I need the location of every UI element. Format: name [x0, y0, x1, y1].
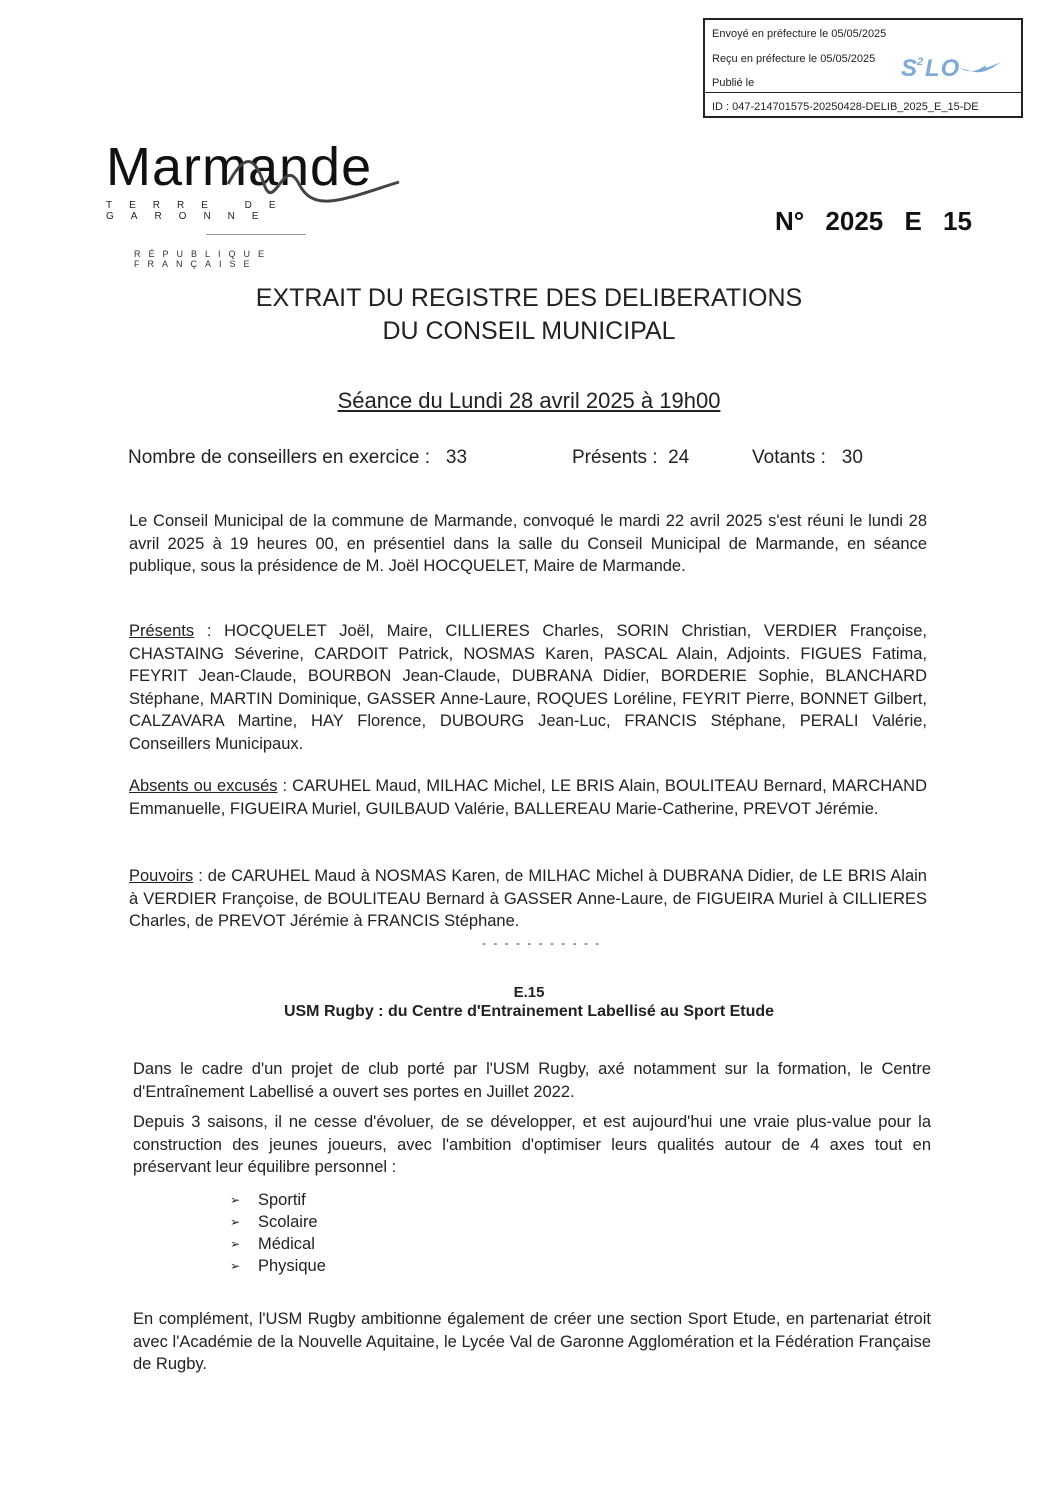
absents-paragraph	[129, 775, 927, 820]
stamp-id: ID : 047-214701575-20250428-DELIB_2025_E_15-DE	[712, 101, 979, 113]
stamp-publie: Publié le	[712, 77, 755, 89]
seance-heading: Séance du Lundi 28 avril 2025 à 19h00	[337, 388, 721, 413]
absents-list: : CARUHEL Maud, MILHAC Michel, LE BRIS Alain, BOULITEAU Bernard, MARCHAND Emmanuelle, FIGUEIRA Muriel, GUILBAUD Valérie, BALLEREAU Marie-Catherine, PREVOT Jérémie.	[129, 777, 928, 818]
votants-label: Votants :	[752, 447, 826, 468]
stamp-recu: Reçu en préfecture le 05/05/2025	[712, 53, 876, 65]
logo-name: Marmande	[106, 137, 373, 197]
marmande-logo	[106, 138, 406, 269]
deliberation-code: E.15	[513, 984, 545, 1001]
deliberation-subject: USM Rugby : du Centre d'Entrainement Labellisé au Sport Etude	[283, 1003, 775, 1020]
arrow-bullet-icon: ➢	[230, 1237, 241, 1251]
svg-text:S: S	[901, 55, 919, 82]
pouvoirs-list: : de CARUHEL Maud à NOSMAS Karen, de MILHAC Michel à DUBRANA Didier, de LE BRIS Alain à VERDIER Françoise, de BOULITEAU Bernard à GASSER Anne-Laure, de FIGUEIRA Muriel à CILLIERES Charles, de PREVOT Jérémie à FRANCIS Stéphane.	[129, 867, 927, 930]
arrow-bullet-icon: ➢	[230, 1259, 241, 1273]
presents-value: 24	[668, 447, 690, 468]
document-title	[0, 282, 1058, 348]
intro-paragraph: Le Conseil Municipal de la commune de Marmande, convoqué le mardi 22 avril 2025 s'est réuni le lundi 28 avril 2025 à 19 heures 00, en présentiel dans la salle du Conseil Municipal de Marmande, en séance publique, sous la présidence de M. Joël HOCQUELET, Maire de Marmande.	[129, 512, 927, 575]
exercice-label: Nombre de conseillers en exercice :	[128, 447, 431, 468]
arrow-bullet-icon: ➢	[230, 1215, 241, 1229]
axes-list	[230, 1189, 326, 1277]
list-item	[230, 1211, 326, 1233]
title-line-2: DU CONSEIL MUNICIPAL	[382, 317, 676, 345]
exercice-value: 33	[445, 447, 468, 468]
prefecture-stamp	[703, 18, 1023, 118]
logo-divider	[206, 234, 306, 235]
axis-label: Scolaire	[258, 1213, 318, 1231]
list-item	[230, 1255, 326, 1277]
list-item	[230, 1189, 326, 1211]
axis-label: Sportif	[258, 1191, 306, 1209]
absents-label-heading: Absents ou excusés	[129, 777, 278, 795]
arrow-bullet-icon: ➢	[230, 1193, 241, 1207]
axis-label: Médical	[258, 1235, 315, 1253]
presents-list: : HOCQUELET Joël, Maire, CILLIERES Charles, SORIN Christian, VERDIER Françoise, CHASTAING Séverine, CARDOIT Patrick, NOSMAS Karen, PASCAL Alain, Adjoints. FIGUES Fatima, FEYRIT Jean-Claude, BOURBON Jean-Claude, DUBRANA Didier, BORDERIE Sophie, BLANCHARD Stéphane, MARTIN Dominique, GASSER Anne-Laure, ROQUES Loréline, FEYRIT Pierre, BONNET Gilbert, CALZAVARA Martine, HAY Florence, DUBOURG Jean-Luc, FRANCIS Stéphane, PERALI Valérie, Conseillers Municipaux.	[129, 622, 927, 753]
title-line-1: EXTRAIT DU REGISTRE DES DELIBERATIONS	[255, 284, 803, 312]
body-paragraph-3: En complément, l'USM Rugby ambitionne également de créer une section Sport Etude, en partenariat étroit avec l'Académie de la Nouvelle Aquitaine, le Lycée Val de Garonne Agglomération et la Fédération Française de Rugby.	[133, 1310, 931, 1373]
s2lo-logo	[901, 54, 1011, 91]
stamp-envoye: Envoyé en préfecture le 05/05/2025	[712, 28, 887, 40]
pouvoirs-label-heading: Pouvoirs	[129, 867, 194, 885]
stamp-divider	[705, 92, 1021, 93]
svg-text:2: 2	[917, 56, 925, 68]
logo-tagline: TERRE DE GARONNE	[106, 200, 293, 222]
list-item	[230, 1233, 326, 1255]
count-votants	[752, 447, 863, 469]
section-separator: - - - - - - - - - - -	[482, 936, 602, 950]
votants-value: 30	[841, 447, 863, 468]
body-paragraph-2: Depuis 3 saisons, il ne cesse d'évoluer, de se développer, et est aujourd'hui une vraie plus-value pour la construction des jeunes joueurs, avec l'ambition d'optimiser leurs qualités autour de 4 axes tout en préservant leur équilibre personnel :	[133, 1113, 931, 1176]
presents-paragraph	[129, 620, 927, 755]
presents-label: Présents :	[572, 447, 658, 468]
body-paragraph-1: Dans le cadre d'un projet de club porté par l'USM Rugby, axé notamment sur la formation, le Centre d'Entraînement Labellisé a ouvert ses portes en Juillet 2022.	[133, 1060, 931, 1101]
presents-label-heading: Présents	[129, 622, 195, 640]
pouvoirs-paragraph	[129, 865, 927, 933]
svg-text:LO: LO	[925, 55, 961, 82]
garonne-wave-icon	[224, 144, 404, 204]
count-presents	[572, 447, 689, 469]
republique-francaise: RÉPUBLIQUE FRANÇAISE	[134, 249, 273, 269]
deliberation-number: N° 2025 E 15	[775, 206, 972, 236]
count-exercice	[128, 447, 467, 469]
axis-label: Physique	[258, 1257, 326, 1275]
